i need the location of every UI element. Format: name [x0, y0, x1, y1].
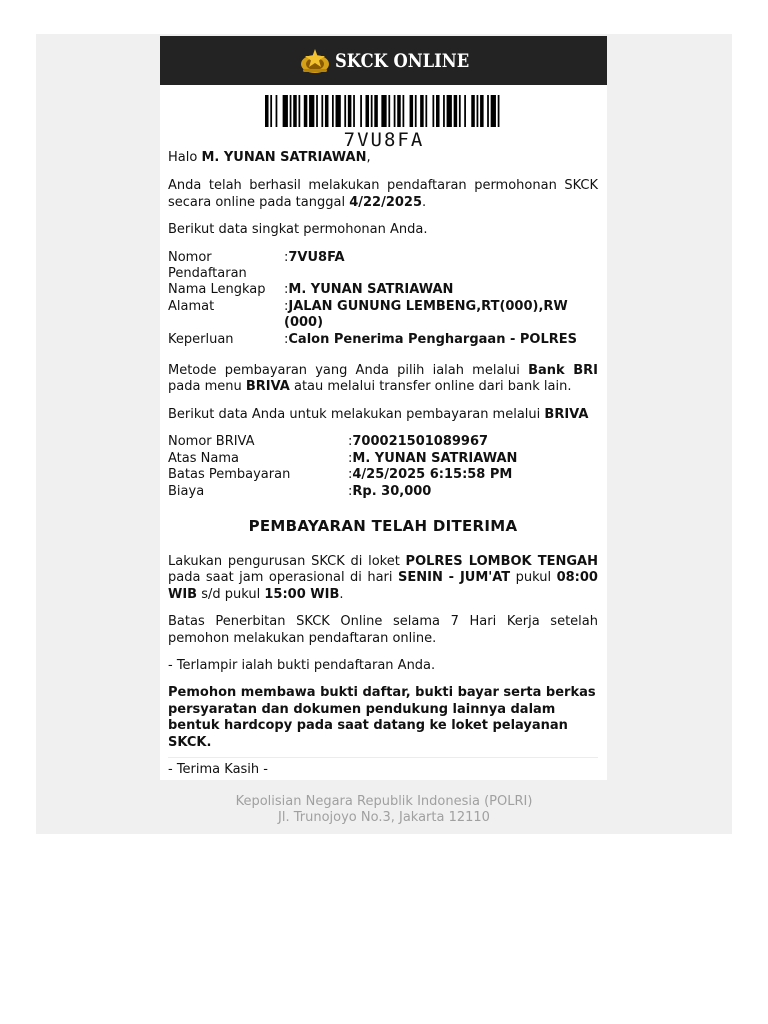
- footer-address: Jl. Trunojoyo No.3, Jakarta 12110: [278, 810, 490, 826]
- footer: [36, 794, 732, 827]
- barcode-bar: [304, 95, 308, 127]
- payment-value: :700021501089967: [348, 434, 489, 450]
- header-banner: [160, 36, 607, 85]
- barcode-bar: [397, 95, 401, 127]
- barcode-bar: [480, 95, 484, 127]
- application-value: :JALAN GUNUNG LEMBENG,RT(000),RW (000): [284, 298, 568, 331]
- payment-table: [168, 434, 598, 500]
- payment-status-heading: PEMBAYARAN TELAH DITERIMA: [248, 516, 518, 535]
- payment-intro: Berikut data Anda untuk melakukan pembayaran melalui BRIVA: [168, 406, 589, 422]
- attachment-note: - Terlampir ialah bukti pendaftaran Anda.: [168, 657, 436, 673]
- barcode-bar: [459, 95, 461, 127]
- barcode-bar: [491, 95, 496, 127]
- payment-value: :M. YUNAN SATRIAWAN: [348, 450, 518, 466]
- barcode-bar: [276, 95, 278, 127]
- barcode-bar: [388, 95, 390, 127]
- barcode-bar: [293, 95, 297, 127]
- payment-value: :Rp. 30,000: [348, 483, 432, 499]
- reminder-note: Pemohon membawa bukti daftar, bukti bayar serta berkas persyaratan dan dokumen pendukung lainnya dalam bentuk hardcopy pada saat datang ke loket pelayanan SKCK.: [168, 685, 596, 750]
- divider: [168, 757, 598, 758]
- barcode-bar: [316, 95, 318, 127]
- summary-intro: Berikut data singkat permohonan Anda.: [168, 222, 428, 238]
- barcode-bar: [403, 95, 405, 127]
- barcode-bar: [394, 95, 396, 127]
- application-value: :7VU8FA: [284, 249, 345, 265]
- barcode-bar: [420, 95, 424, 127]
- barcode-bar: [265, 95, 269, 127]
- barcode-bar: [290, 95, 292, 127]
- payment-label: Batas Pembayaran: [168, 467, 291, 483]
- barcode-bar: [436, 95, 440, 127]
- application-table: [168, 250, 598, 348]
- email-body: [168, 150, 598, 778]
- barcode-bar: [425, 95, 427, 127]
- barcode-bar: [348, 95, 352, 127]
- payment-label: Nomor BRIVA: [168, 434, 255, 450]
- intro-paragraph: Anda telah berhasil melakukan pendaftaran permohonan SKCK secara online pada tanggal 4/22/2025.: [168, 178, 598, 210]
- barcode-bar: [283, 95, 288, 127]
- logo-text: SKCK ONLINE: [334, 49, 469, 72]
- barcode-bar: [353, 95, 355, 127]
- deadline-note: Batas Penerbitan SKCK Online selama 7 Hari Kerja setelah pemohon melakukan pendaftaran online.: [168, 614, 598, 646]
- application-value: :M. YUNAN SATRIAWAN: [284, 282, 454, 298]
- payment-method-paragraph: Metode pembayaran yang Anda pilih ialah melalui Bank BRI pada menu BRIVA atau melalui transfer online dari bank lain.: [168, 363, 598, 395]
- application-label: Nomor Pendaftaran: [168, 249, 247, 282]
- site-logo: [299, 47, 469, 75]
- barcode-bar: [299, 95, 301, 127]
- registration-date: 4/22/2025: [349, 194, 423, 210]
- barcode-bar: [410, 95, 414, 127]
- barcode-bar: [381, 95, 386, 127]
- barcode-bar: [477, 95, 479, 127]
- barcode-bar: [332, 95, 334, 127]
- barcode-bar: [447, 95, 452, 127]
- barcode-bar: [344, 95, 346, 127]
- barcode-bar: [336, 95, 341, 127]
- registration-barcode: [265, 95, 503, 127]
- barcode-bar: [325, 95, 329, 127]
- barcode-bar: [443, 95, 445, 127]
- barcode-bar: [454, 95, 458, 127]
- application-label: Keperluan: [168, 331, 234, 347]
- payment-value: :4/25/2025 6:15:58 PM: [348, 467, 513, 483]
- footer-organization: Kepolisian Negara Republik Indonesia (POLRI): [235, 794, 533, 809]
- police-emblem-icon: [299, 47, 331, 75]
- barcode-code: 7VU8FA: [343, 129, 425, 151]
- application-value: :Calon Penerima Penghargaan - POLRES: [284, 331, 578, 347]
- barcode-bar: [360, 95, 362, 127]
- application-label: Nama Lengkap: [168, 282, 266, 298]
- barcode-bar: [498, 95, 500, 127]
- application-label: Alamat: [168, 298, 215, 314]
- barcode-bar: [415, 95, 417, 127]
- payment-label: Biaya: [168, 483, 205, 499]
- barcode-bar: [464, 95, 466, 127]
- greeting: Halo M. YUNAN SATRIAWAN,: [168, 150, 371, 165]
- barcode-bar: [309, 95, 314, 127]
- closing-text: - Terima Kasih -: [168, 761, 268, 777]
- payment-label: Atas Nama: [168, 450, 239, 466]
- barcode-bar: [365, 95, 369, 127]
- barcode-bar: [270, 95, 272, 127]
- barcode-bar: [471, 95, 475, 127]
- applicant-name: M. YUNAN SATRIAWAN: [201, 150, 367, 165]
- barcode-bar: [487, 95, 489, 127]
- barcode-bar: [371, 95, 373, 127]
- barcode-bar: [374, 95, 378, 127]
- barcode-bar: [321, 95, 323, 127]
- barcode-bar: [432, 95, 434, 127]
- instructions-paragraph: Lakukan pengurusan SKCK di loket POLRES LOMBOK TENGAH pada saat jam operasional di hari SENIN - JUM'AT pukul 08:00 WIB s/d pukul 15:00 WIB.: [168, 553, 598, 602]
